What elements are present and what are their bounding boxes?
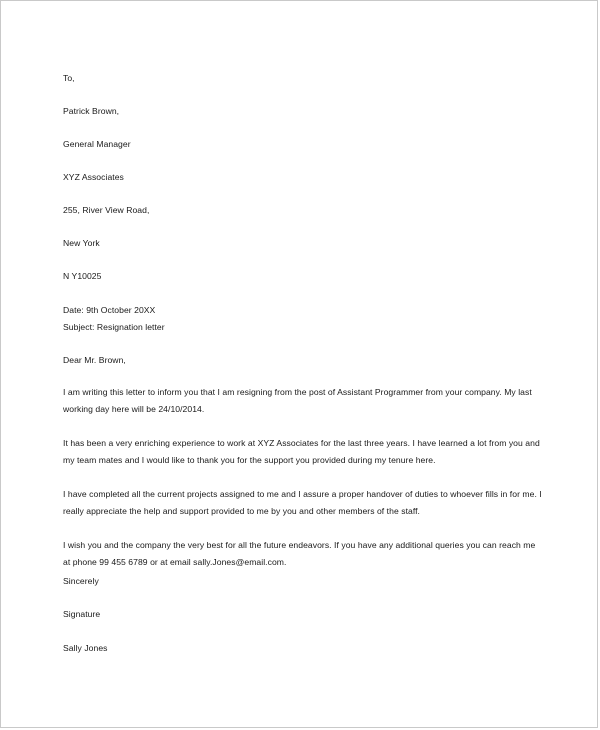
salutation-to: To, [63,73,75,83]
closing: Sincerely [63,576,99,586]
paragraph-intent: I am writing this letter to inform you that I am resigning from the post of Assistant Programmer from your company. My last working day here will be 24/10/2014. [63,387,532,414]
recipient-company: XYZ Associates [63,172,124,182]
address-street: 255, River View Road, [63,205,150,215]
letter-date: Date: 9th October 20XX [63,305,156,315]
sender-name: Sally Jones [63,643,108,653]
letter-subject: Subject: Resignation letter [63,322,165,332]
greeting: Dear Mr. Brown, [63,355,126,365]
address-city: New York [63,238,100,248]
paragraph-experience: It has been a very enriching experience to work at XYZ Associates for the last three years. I have learned a lot from you and my team mates and I would like to thank you for the support you provided during my tenure here. [63,438,540,465]
paragraph-closing-wishes: I wish you and the company the very best for all the future endeavors. If you have any additional queries you can reach me at phone 99 455 6789 or at email sally.Jones@email.com. [63,540,536,567]
recipient-name: Patrick Brown, [63,106,120,116]
recipient-title: General Manager [63,139,131,149]
address-zip: N Y10025 [63,271,102,281]
paragraph-handover: I have completed all the current projects assigned to me and I assure a proper handover of duties to whoever fills in for me. I really appreciate the help and support provided to me by you and other members of the staff. [63,489,542,516]
signature: Signature [63,609,101,619]
